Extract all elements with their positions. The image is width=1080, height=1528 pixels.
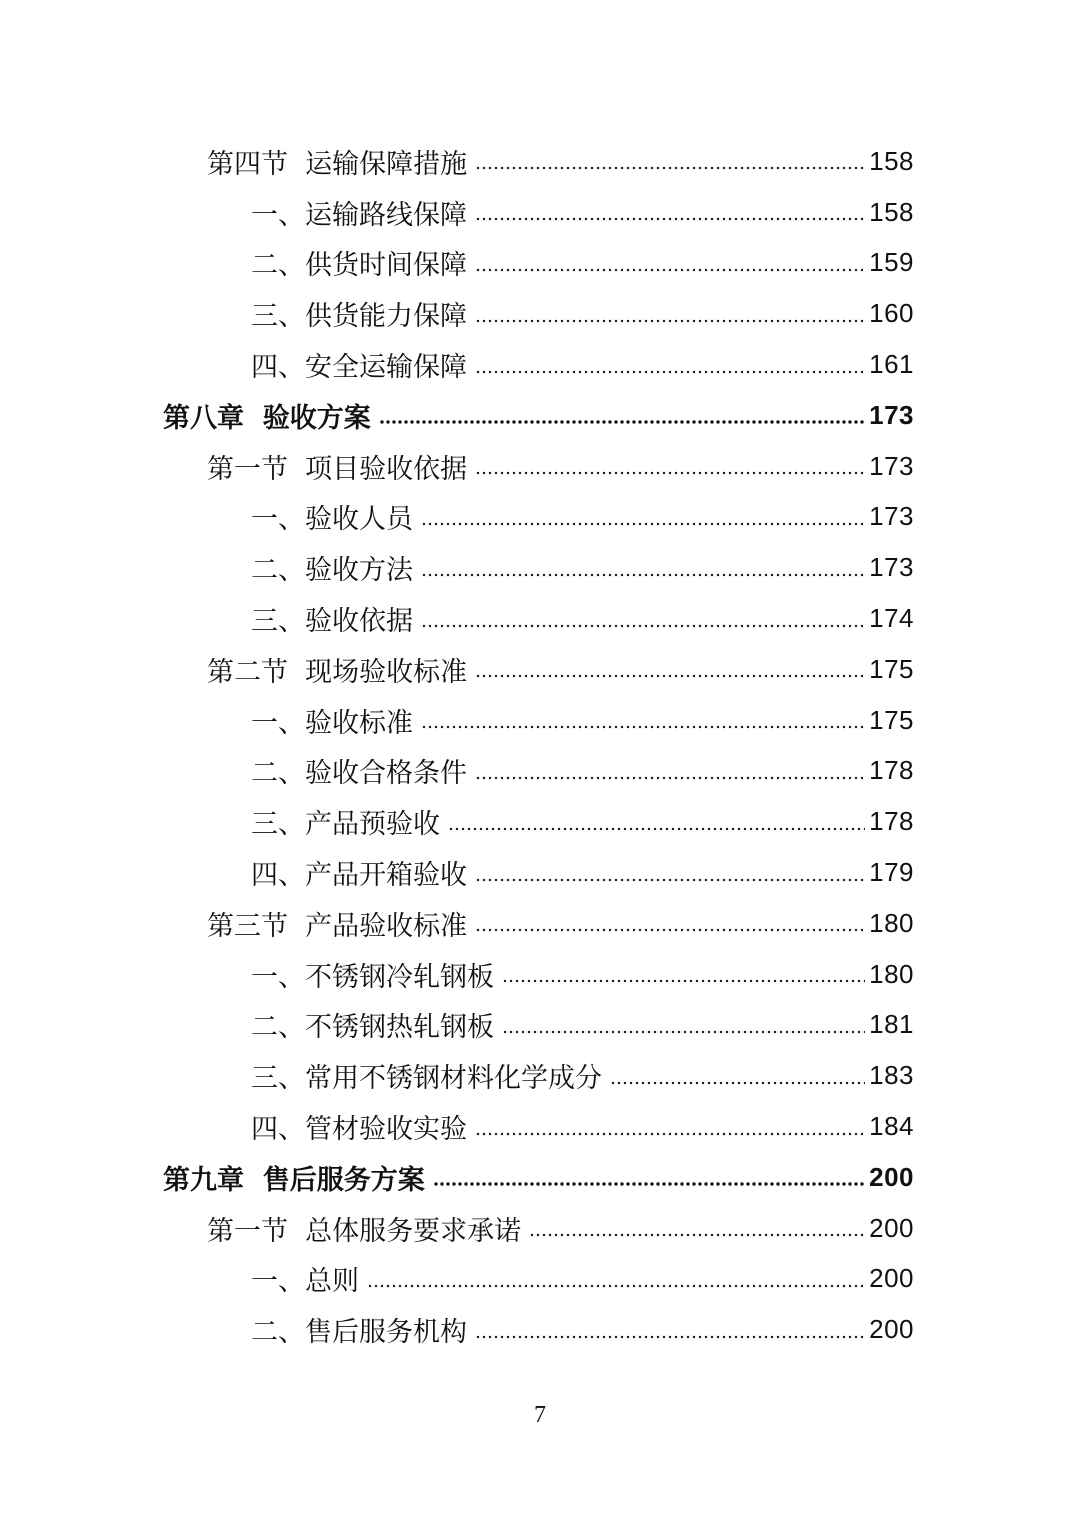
- toc-entry-page: 180: [869, 907, 914, 938]
- toc-entry-page: 173: [869, 501, 914, 532]
- dot-leader: [529, 1232, 865, 1238]
- toc-entry-label: 第八章 验收方案: [163, 402, 371, 434]
- toc-entry: [0, 1101, 1080, 1152]
- toc-entry-label: 二、供货时间保障: [251, 250, 467, 282]
- toc-entry: [0, 1304, 1080, 1355]
- toc-entry: [0, 238, 1080, 289]
- toc-entry-label: 第二节 现场验收标准: [207, 656, 468, 688]
- dot-leader: [421, 623, 865, 629]
- toc-entry-label: 三、供货能力保障: [251, 301, 467, 333]
- toc-entry-page: 175: [869, 653, 914, 684]
- toc-entry-page: 178: [869, 755, 914, 786]
- toc-entry-page: 159: [869, 247, 914, 278]
- toc-entry: [0, 644, 1080, 695]
- dot-leader: [475, 369, 865, 375]
- dot-leader: [475, 470, 865, 476]
- toc-entry-page: 174: [869, 603, 914, 634]
- dot-leader: [421, 521, 865, 527]
- toc-entry-page: 200: [869, 1314, 914, 1345]
- toc-entry: [0, 695, 1080, 746]
- toc-entry-page: 173: [869, 399, 914, 430]
- toc-entry: [0, 1050, 1080, 1101]
- toc-entry: [0, 1000, 1080, 1051]
- dot-leader: [610, 1080, 865, 1086]
- toc-entry-label: 三、产品预验收: [251, 809, 440, 841]
- dot-leader: [475, 775, 865, 781]
- toc-entry-page: 158: [869, 196, 914, 227]
- toc-entry-label: 三、常用不锈钢材料化学成分: [251, 1063, 602, 1095]
- dot-leader: [475, 165, 865, 171]
- toc-entry-label: 一、验收人员: [251, 504, 413, 536]
- toc-entry-label: 一、总则: [251, 1266, 359, 1298]
- toc-entry: [0, 847, 1080, 898]
- dot-leader: [502, 978, 865, 984]
- dot-leader: [421, 572, 865, 578]
- toc-entry-page: 160: [869, 298, 914, 329]
- dot-leader: [475, 1334, 865, 1340]
- toc-entry-label: 第九章 售后服务方案: [163, 1164, 425, 1196]
- toc-entry-label: 第一节 总体服务要求承诺: [207, 1215, 522, 1247]
- toc-entry-label: 四、管材验收实验: [251, 1114, 467, 1146]
- toc-entry: [0, 136, 1080, 187]
- toc-entry: [0, 898, 1080, 949]
- dot-leader: [475, 673, 865, 679]
- dot-leader: [475, 1131, 865, 1137]
- toc-entry: [0, 949, 1080, 1000]
- toc-entry: [0, 441, 1080, 492]
- toc-entry-label: 第四节 运输保障措施: [207, 148, 468, 180]
- toc-entry-page: 200: [869, 1212, 914, 1243]
- toc-entry-page: 180: [869, 958, 914, 989]
- toc-entry-label: 四、产品开箱验收: [251, 860, 467, 892]
- toc-entry: [0, 288, 1080, 339]
- toc-entry-page: 161: [869, 349, 914, 380]
- toc-entry: [0, 492, 1080, 543]
- toc-entry-label: 二、不锈钢热轧钢板: [251, 1012, 494, 1044]
- toc-chapter: [0, 1152, 1080, 1203]
- toc-entry: [0, 796, 1080, 847]
- toc-entry-label: 四、安全运输保障: [251, 352, 467, 384]
- toc-entry-page: 173: [869, 552, 914, 583]
- dot-leader: [433, 1181, 865, 1187]
- toc-entry-label: 二、售后服务机构: [251, 1317, 467, 1349]
- toc-entry-label: 一、不锈钢冷轧钢板: [251, 961, 494, 993]
- toc-entry-page: 173: [869, 450, 914, 481]
- dot-leader: [448, 826, 865, 832]
- toc-entry-label: 一、验收标准: [251, 707, 413, 739]
- toc-entry-page: 158: [869, 145, 914, 176]
- toc-entry-label: 二、验收方法: [251, 555, 413, 587]
- page-number: 7: [534, 1402, 546, 1428]
- dot-leader: [502, 1029, 865, 1035]
- dot-leader: [475, 318, 865, 324]
- dot-leader: [475, 927, 865, 933]
- toc-entry: [0, 746, 1080, 797]
- dot-leader: [421, 724, 865, 730]
- toc-entry-page: 178: [869, 806, 914, 837]
- dot-leader: [367, 1283, 865, 1289]
- toc-entry-page: 200: [869, 1263, 914, 1294]
- toc-entry: [0, 542, 1080, 593]
- dot-leader: [475, 877, 865, 883]
- toc-entry: [0, 593, 1080, 644]
- toc-entry-label: 一、运输路线保障: [251, 199, 467, 231]
- toc-entry-label: 第三节 产品验收标准: [207, 910, 468, 942]
- dot-leader: [475, 216, 865, 222]
- toc-entry-label: 三、验收依据: [251, 606, 413, 638]
- toc-entry: [0, 1254, 1080, 1305]
- toc-entry-page: 184: [869, 1111, 914, 1142]
- toc-entry-label: 第一节 项目验收依据: [207, 453, 468, 485]
- toc-entry-page: 175: [869, 704, 914, 735]
- toc-entry-page: 181: [869, 1009, 914, 1040]
- toc-entry-page: 183: [869, 1060, 914, 1091]
- toc-entry: [0, 187, 1080, 238]
- dot-leader: [379, 419, 865, 425]
- table-of-contents: [0, 136, 1080, 1355]
- toc-chapter: [0, 390, 1080, 441]
- toc-entry-page: 200: [869, 1161, 914, 1192]
- toc-entry-page: 179: [869, 857, 914, 888]
- toc-entry: [0, 1203, 1080, 1254]
- dot-leader: [475, 267, 865, 273]
- toc-entry-label: 二、验收合格条件: [251, 758, 467, 790]
- toc-entry: [0, 339, 1080, 390]
